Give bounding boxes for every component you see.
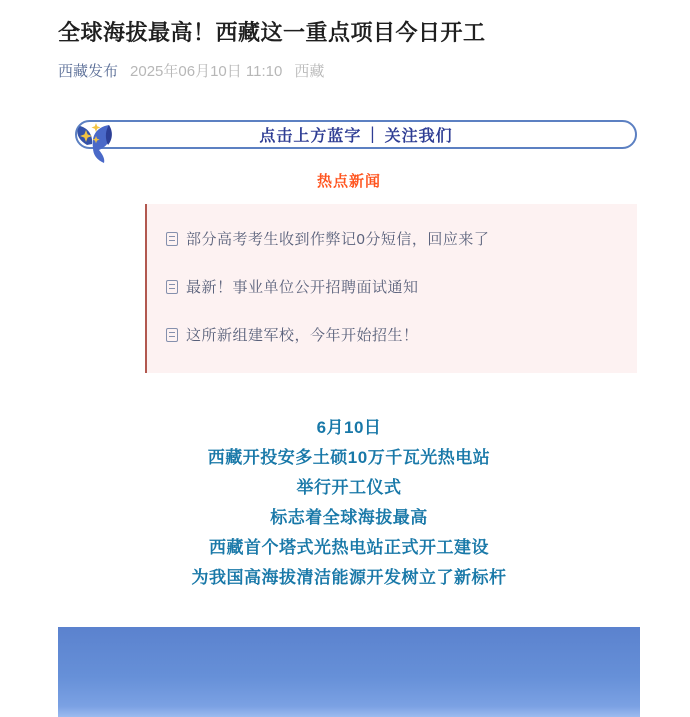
follow-banner — [58, 115, 640, 155]
lead-line: 标志着全球海拔最高 — [270, 508, 428, 527]
hot-news-label: 部分高考考生收到作弊记0分短信，回应来了 — [186, 231, 490, 248]
publish-date: 2025年06月10日 11:10 — [130, 63, 283, 80]
article-meta — [58, 60, 640, 81]
xizang-fabu-logo-icon — [73, 119, 127, 165]
hot-news-label: 最新！事业单位公开招聘面试通知 — [186, 279, 419, 296]
lead-line: 举行开工仪式 — [296, 478, 402, 497]
news-doc-icon — [166, 232, 178, 246]
follow-banner-text — [259, 123, 452, 146]
hot-news-heading: 热点新闻 — [316, 173, 381, 190]
hot-news-box — [145, 204, 637, 373]
hot-news-label: 这所新组建军校，今年开始招生！ — [186, 327, 419, 344]
lead-line: 西藏首个塔式光热电站正式开工建设 — [209, 538, 489, 557]
news-doc-icon — [166, 280, 178, 294]
banner-text-right: 关注我们 — [384, 128, 453, 145]
news-doc-icon — [166, 328, 178, 342]
hot-news-link[interactable] — [166, 324, 627, 345]
banner-text-left: 点击上方蓝字 — [259, 128, 362, 145]
article-title: 全球海拔最高！西藏这一重点项目今日开工 — [58, 20, 486, 45]
account-name-link[interactable]: 西藏发布 — [58, 63, 119, 80]
lead-line: 西藏开投安多土硕10万千瓦光热电站 — [207, 448, 491, 467]
banner-divider: | — [370, 124, 376, 144]
lead-line: 6月10日 — [316, 418, 382, 437]
lead-line: 为我国高海拔清洁能源开发树立了新标杆 — [191, 568, 507, 587]
lead-paragraph — [58, 413, 640, 593]
hot-news-link[interactable] — [166, 276, 627, 297]
follow-banner-pill[interactable] — [75, 120, 637, 149]
article-photo-blue-sky[interactable] — [58, 627, 640, 717]
hot-news-link[interactable] — [166, 228, 627, 249]
publish-location: 西藏 — [294, 63, 325, 80]
